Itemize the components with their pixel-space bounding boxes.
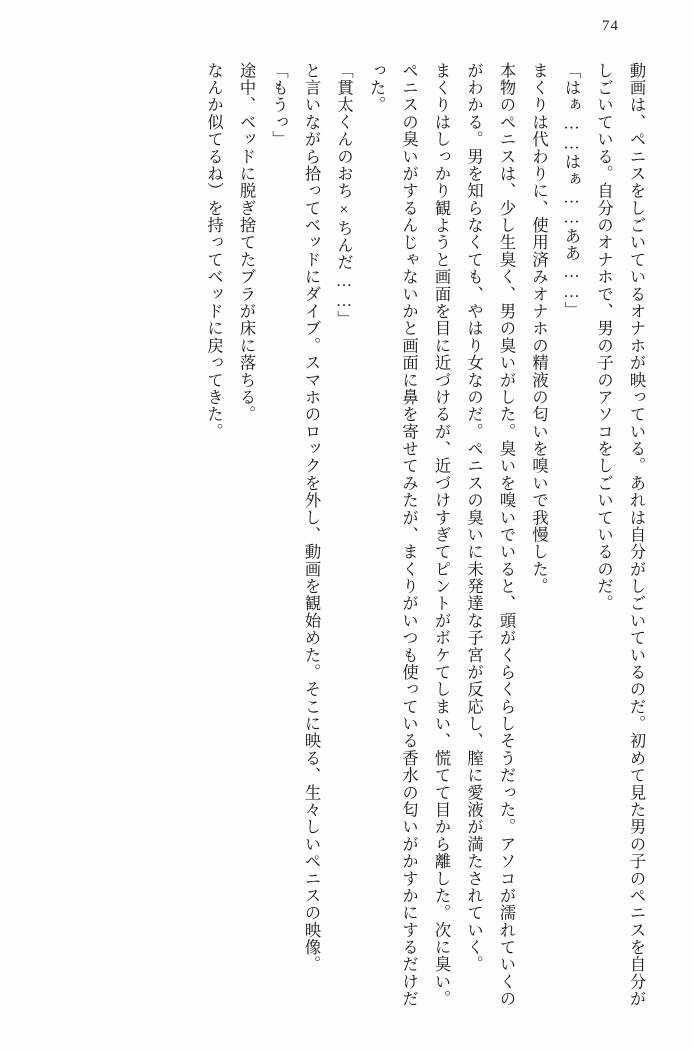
- paragraph: 「もうっ」: [269, 62, 289, 148]
- paragraph: 動画は、ペニスをしごいているオナホが映っている。あれは自分がしごいているのだ。初めて見た男の子のペニスを自分がしごいている。自分のオナホで、男の子のアソコをしごいているのだ。: [594, 62, 646, 1008]
- paragraph: まくりはしっかり観ようと画面を目に近づけるが、近づけすぎてピントがボケてしまい、慌てて目から離した。次に臭い。ペニスの臭いがするんじゃないかと画面に鼻を寄せてみたが、まくりがいつも使っている香水の匂いがかすかにするだけだった。: [367, 62, 451, 1008]
- paragraph: 本物のペニスは、少し生臭く、男の臭いがした。臭いを嗅いでいると、頭がくらくらしそうだった。アソコが濡れていくのがわかる。男を知らなくても、やはり女なのだ。ペニスの臭いに未発達な子宮が反応し、膣に愛液が満たされていく。: [464, 62, 516, 1008]
- paragraph: 「貫太くんのおち×ちんだ……」: [334, 62, 354, 328]
- body-text-block: [42, 62, 652, 1017]
- paragraph: なんか似てるね）を持ってベッドに戻ってきた。: [204, 62, 224, 441]
- page-number: 74: [602, 18, 619, 34]
- paragraph: まくりは代わりに、使用済みオナホの精液の匂いを嗅いで我慢した。: [529, 62, 549, 595]
- paragraph: 「はぁ……はぁ……ああ……」: [562, 62, 581, 319]
- paragraph: と言いながら拾ってベッドにダイブ。スマホのロックを外し、動画を観始めた。そこに映る、生々しいペニスの映像。: [302, 62, 321, 974]
- paragraph: 途中、ベッドに脱ぎ捨てたブラが床に落ちる。: [237, 62, 256, 423]
